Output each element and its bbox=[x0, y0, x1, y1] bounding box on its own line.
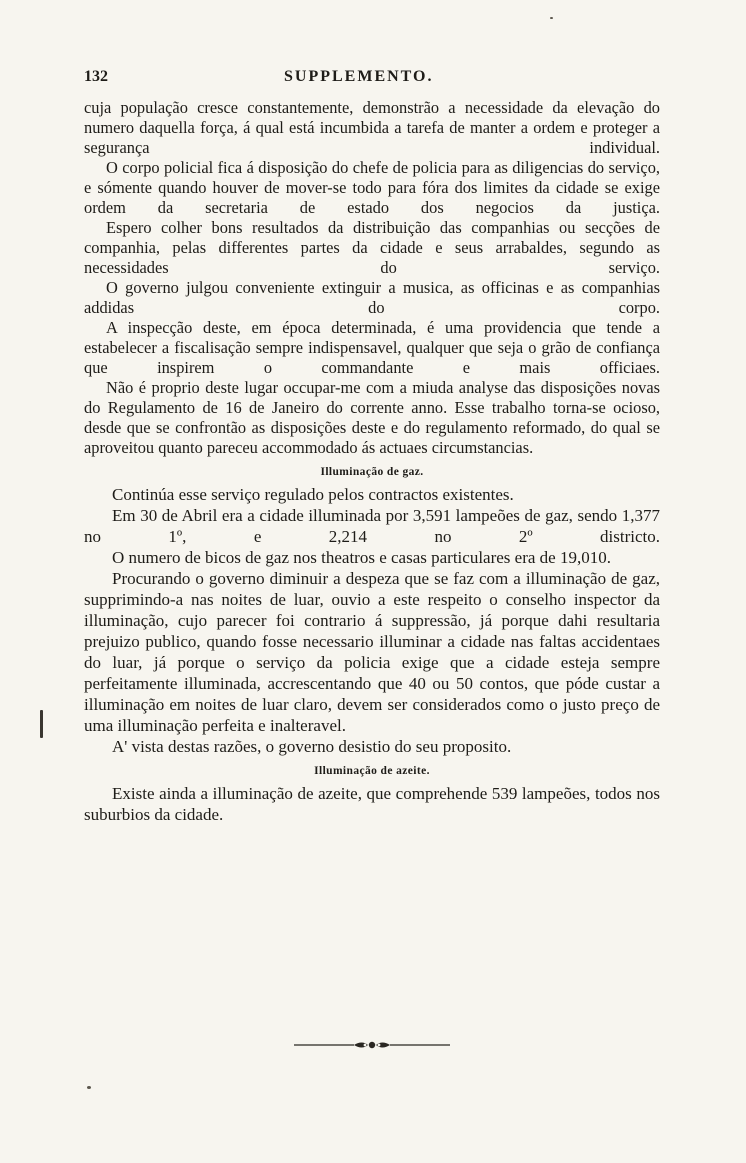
paragraph: cuja população cresce constantemente, demonstrão a necessidade da elevação do numero daquella força, á qual está incumbida a tarefa de manter a ordem e proteger a segurança individual. bbox=[84, 98, 660, 157]
page-header bbox=[84, 68, 660, 98]
paragraph: A' vista destas razões, o governo desistio do seu proposito. bbox=[112, 737, 512, 756]
ink-speck bbox=[87, 1086, 91, 1089]
police-text bbox=[84, 98, 660, 458]
paragraph: Em 30 de Abril era a cidade illuminada por 3,591 lampeões de gaz, sendo 1,377 no 1º, e 2,214 no 2º districto. bbox=[84, 506, 660, 546]
section-heading-azeite: Illuminação de azeite. bbox=[314, 765, 430, 777]
paragraph: Procurando o governo diminuir a despeza que se faz com a illuminação de gaz, supprimindo-a nas noites de luar, ouvio a este respeito o conselho inspector da illuminação, cujo parecer foi contrario á suppressão, já porque dahi resultaria prejuizo publico, quando fosse necessario illuminar a cidade nas faltas accidentaes do luar, já porque o serviço da policia exige que a cidade esteja sempre perfeitamente illuminada, accrescentando que 40 ou 50 contos, que póde custar a illuminação em noites de luar claro, devem ser considerados como o justo preço de uma illuminação perfeita e inalteravel. bbox=[84, 569, 660, 735]
ink-speck bbox=[550, 17, 553, 19]
fleuron-ornament-icon bbox=[292, 1038, 452, 1052]
paragraph: A inspecção deste, em época determinada, é uma providencia que tende a estabelecer a fiscalisação sempre indispensavel, qualquer que seja o grão de confiança que inspirem o commandante e mais officiaes. bbox=[84, 318, 660, 377]
azeite-text bbox=[84, 783, 660, 825]
margin-mark bbox=[40, 710, 43, 738]
page-number: 132 bbox=[84, 68, 108, 85]
paragraph: O governo julgou conveniente extinguir a musica, as officinas e as companhias addidas do corpo. bbox=[84, 278, 660, 317]
paragraph: Continúa esse serviço regulado pelos contractos existentes. bbox=[112, 485, 514, 504]
gas-text bbox=[84, 484, 660, 757]
paragraph: O corpo policial fica á disposição do chefe de policia para as diligencias do serviço, e sómente quando houver de mover-se todo para fóra dos limites da cidade se exige ordem da secretaria de estado dos negocios da justiça. bbox=[84, 158, 660, 217]
paragraph: Não é proprio deste lugar occupar-me com a miuda analyse das disposições novas do Regulamento de 16 de Janeiro do corrente anno. Esse trabalho torna-se ocioso, desde que se confrontão as disposições deste e do regulamento reformado, do qual se aproveitou quanto pareceu accommodado ás actuaes circumstancias. bbox=[84, 378, 660, 457]
paragraph: Espero colher bons resultados da distribuição das companhias ou secções de companhia, pelas differentes partes da cidade e seus arrabaldes, segundo as necessidades do serviço. bbox=[84, 218, 660, 277]
section-heading-gas: Illuminação de gaz. bbox=[320, 466, 424, 478]
running-head: SUPPLEMENTO. bbox=[284, 68, 434, 85]
page-body bbox=[84, 68, 660, 825]
paragraph: O numero de bicos de gaz nos theatros e casas particulares era de 19,010. bbox=[112, 548, 611, 567]
paragraph: Existe ainda a illuminação de azeite, que comprehende 539 lampeões, todos nos suburbios da cidade. bbox=[84, 784, 660, 824]
